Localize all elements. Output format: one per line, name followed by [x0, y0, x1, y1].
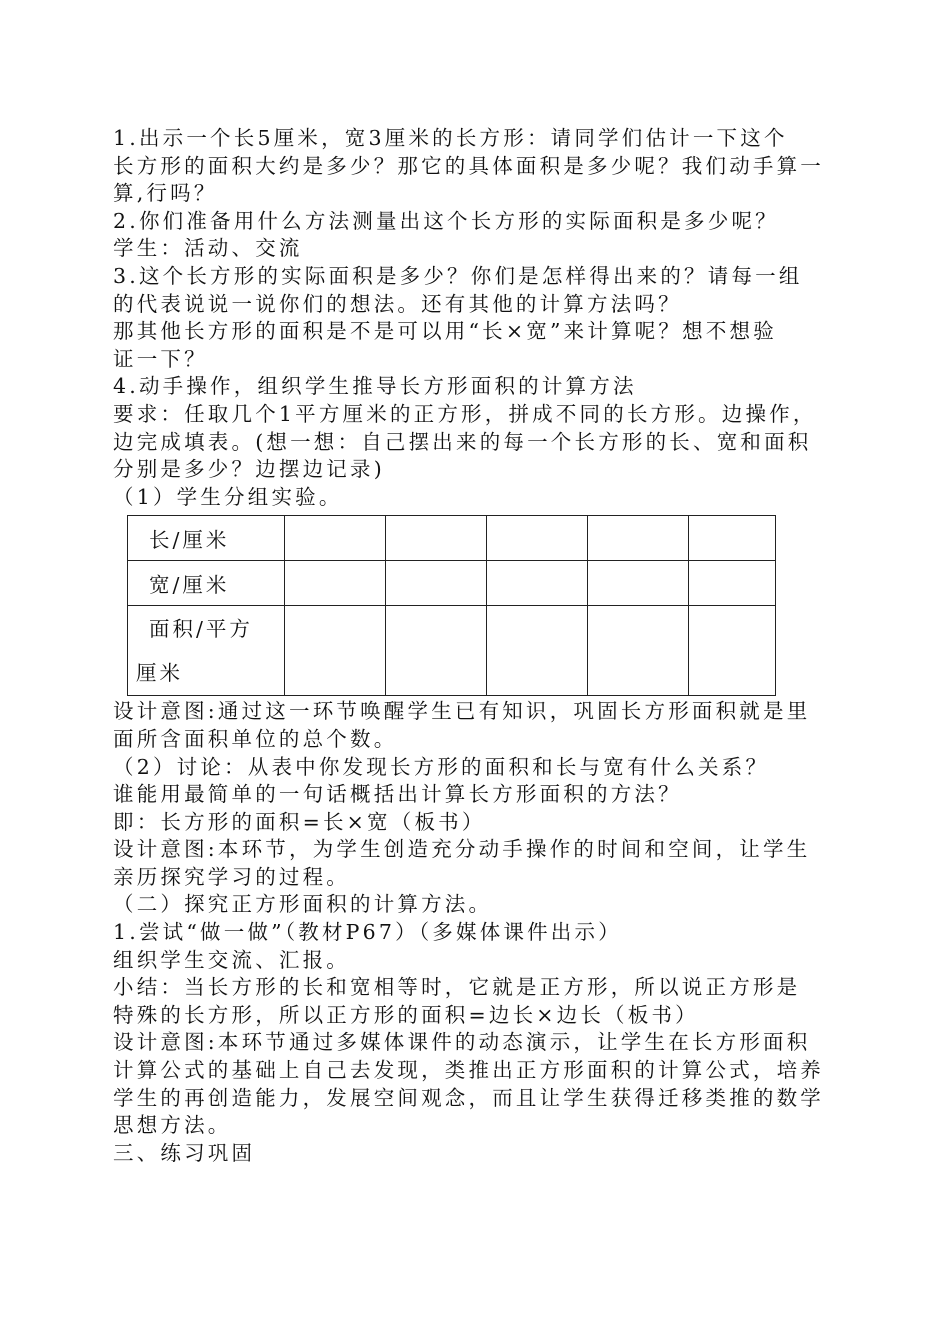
- row-header-cell: [128, 561, 285, 606]
- text-line: 2.你们准备用什么方法测量出这个长方形的实际面积是多少呢？: [113, 208, 779, 233]
- text-line: 4.动手操作，组织学生推导长方形面积的计算方法: [113, 374, 637, 399]
- measurement-table-wrap: [127, 515, 838, 696]
- text-line: 证一下？: [113, 346, 208, 371]
- table-cell[interactable]: [487, 561, 588, 606]
- text-line: 长方形的面积大约是多少？那它的具体面积是多少呢？我们动手算一: [113, 153, 824, 178]
- table-cell[interactable]: [689, 516, 776, 561]
- text-line: 学生：活动、交流: [113, 236, 303, 261]
- text-line: 1.尝试“做一做”（教材P67）（多媒体课件出示）: [113, 920, 622, 945]
- text-line: 三、练习巩固: [113, 1140, 256, 1165]
- text-line: 3.这个长方形的实际面积是多少？你们是怎样得出来的？请每一组: [113, 263, 803, 288]
- text-line: 设计意图:通过这一环节唤醒学生已有知识，巩固长方形面积就是里: [113, 699, 811, 724]
- table-cell[interactable]: [487, 606, 588, 696]
- section-after-table: [113, 698, 838, 1167]
- row-header-width: 宽/厘米: [149, 573, 230, 598]
- text-line: 小结：当长方形的长和宽相等时，它就是正方形，所以说正方形是: [113, 975, 801, 1000]
- text-line: 算,行吗？: [113, 181, 218, 206]
- text-line: 边完成填表。(想一想：自己摆出来的每一个长方形的长、宽和面积: [113, 429, 812, 454]
- text-line: 组织学生交流、汇报。: [113, 947, 350, 972]
- text-line: 那其他长方形的面积是不是可以用“长×宽”来计算呢？想不想验: [113, 319, 777, 344]
- text-line: 设计意图:本环节，为学生创造充分动手操作的时间和空间，让学生: [113, 837, 811, 862]
- row-header-cell: [128, 516, 285, 561]
- table-cell[interactable]: [386, 606, 487, 696]
- table-cell[interactable]: [588, 606, 689, 696]
- text-line: 思想方法。: [113, 1113, 232, 1138]
- text-line: 亲历探究学习的过程。: [113, 864, 350, 889]
- row-header-area-line2: 厘米: [136, 660, 183, 685]
- text-line: 分别是多少？边摆边记录): [113, 457, 385, 482]
- table-cell[interactable]: [285, 606, 386, 696]
- text-line: 学生的再创造能力，发展空间观念，而且让学生获得迁移类推的数学: [113, 1085, 824, 1110]
- table-cell[interactable]: [285, 516, 386, 561]
- text-line: 要求：任取几个1平方厘米的正方形，拼成不同的长方形。边操作，: [113, 401, 817, 426]
- table-cell[interactable]: [487, 516, 588, 561]
- text-line: 1.出示一个长5厘米，宽3厘米的长方形：请同学们估计一下这个: [113, 126, 788, 150]
- table-cell[interactable]: [386, 516, 487, 561]
- text-line: 面所含面积单位的总个数。: [113, 726, 398, 751]
- table-row-width: [128, 561, 776, 606]
- table-cell[interactable]: [285, 561, 386, 606]
- measurement-table: [127, 515, 776, 696]
- text-line: 的代表说说一说你们的想法。还有其他的计算方法吗？: [113, 291, 682, 316]
- row-header-length: 长/厘米: [149, 528, 230, 553]
- table-cell[interactable]: [588, 516, 689, 561]
- table-row-area: [128, 606, 776, 696]
- text-line: 计算公式的基础上自己去发现，类推出正方形面积的计算公式，培养: [113, 1058, 824, 1083]
- text-line: 谁能用最简单的一句话概括出计算长方形面积的方法？: [113, 782, 682, 807]
- text-line: （二）探究正方形面积的计算方法。: [113, 892, 493, 917]
- text-line: 设计意图:本环节通过多媒体课件的动态演示，让学生在长方形面积: [113, 1030, 811, 1055]
- row-header-cell: [128, 606, 285, 696]
- table-cell[interactable]: [588, 561, 689, 606]
- table-row-length: [128, 516, 776, 561]
- section-before-table: [113, 125, 838, 511]
- row-header-area-line1: 面积/平方: [149, 616, 253, 641]
- table-cell[interactable]: [386, 561, 487, 606]
- text-line: （2）讨论：从表中你发现长方形的面积和长与宽有什么关系？: [113, 754, 770, 779]
- text-line: 即：长方形的面积=长×宽（板书）: [113, 809, 486, 834]
- text-line: （1）学生分组实验。: [113, 484, 343, 509]
- table-cell[interactable]: [689, 606, 776, 696]
- table-cell[interactable]: [689, 561, 776, 606]
- document-body: [113, 125, 838, 1167]
- text-line: 特殊的长方形，所以正方形的面积=边长×边长（板书）: [113, 1002, 699, 1027]
